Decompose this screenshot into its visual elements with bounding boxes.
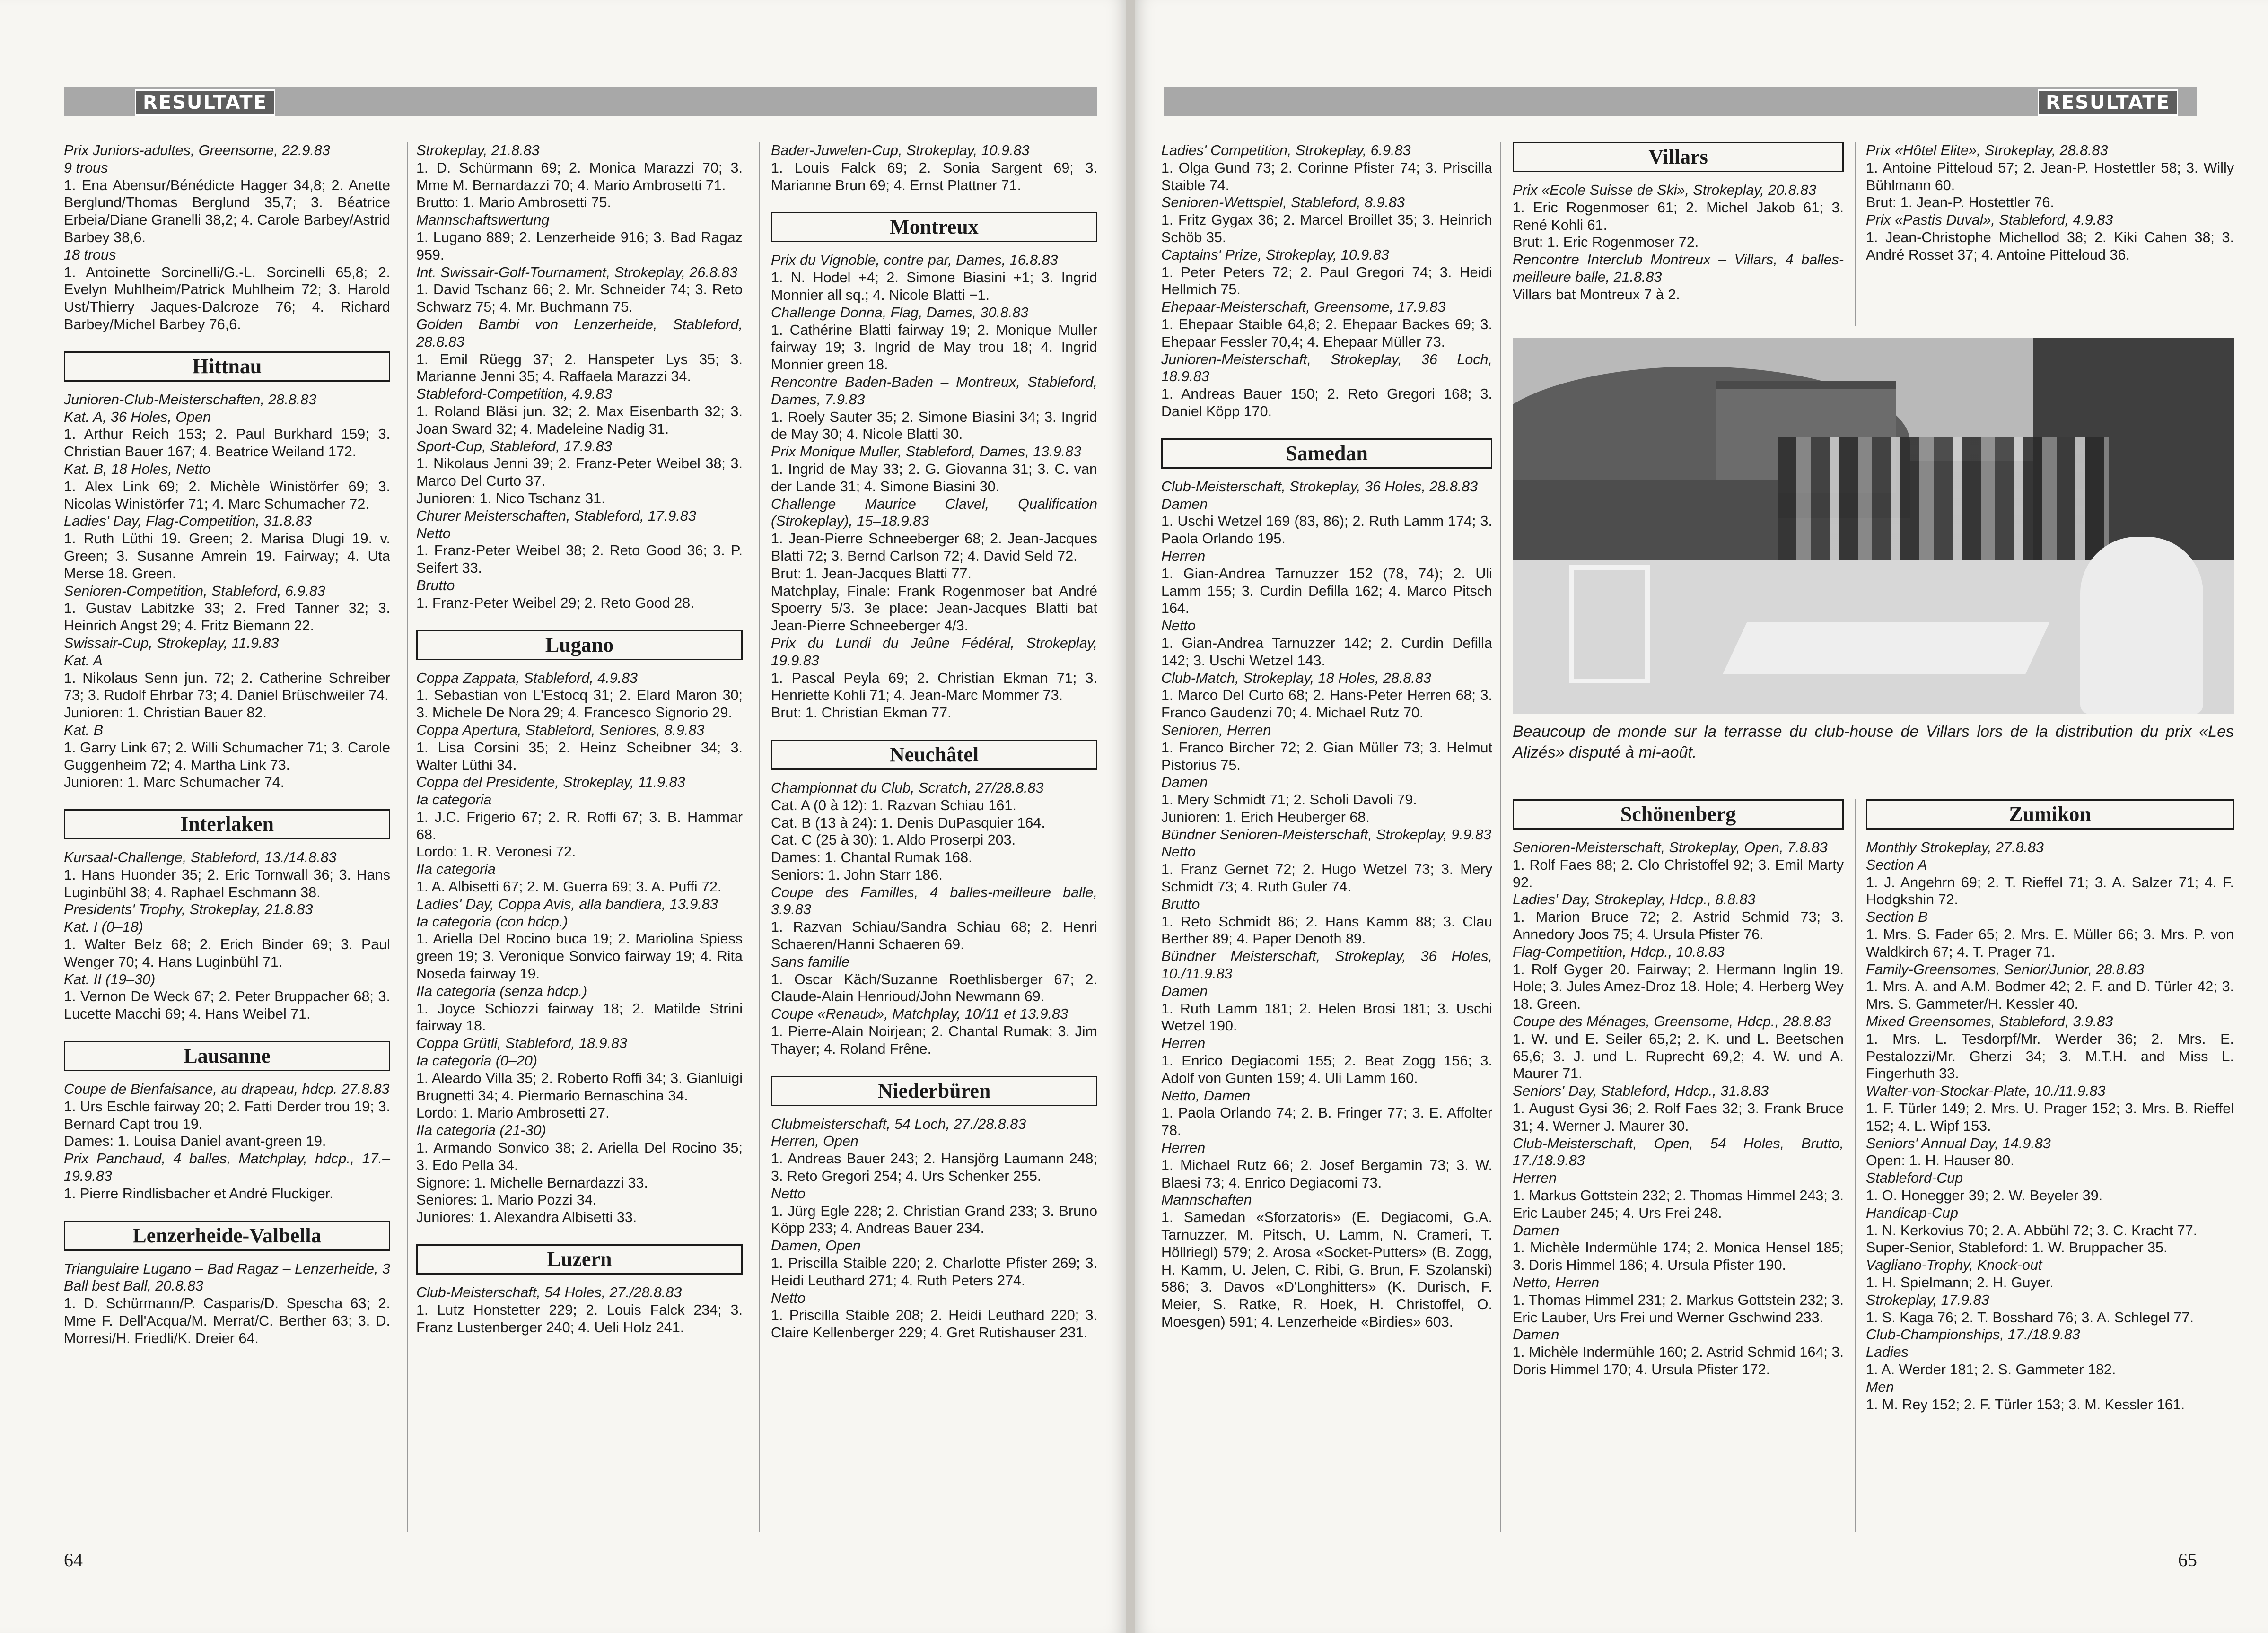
event-title: Senioren-Wettspiel, Stableford, 8.9.83 [1161,194,1405,211]
result-text: 1. D. Schürmann 69; 2. Monica Marazzi 70; 3. Mme M. Bernardazzi 70; 4. Mario Ambrosetti 71. [416,159,743,193]
result-text: 1. A. Albisetti 67; 2. M. Guerra 69; 3. A. Puffi 72. [416,879,722,895]
villars-column [1513,142,1844,304]
villars-column-2 [1866,142,2234,264]
event-title: Handicap-Cup [1866,1205,1958,1221]
event-title: Brutto [416,577,455,594]
result-text: 1. Jürg Egle 228; 2. Christian Grand 233; 3. Bruno Köpp 233; 4. Andreas Bauer 234. [771,1203,1097,1237]
result-text: Brutto: 1. Mario Ambrosetti 75. [416,194,611,211]
result-text: 1. Joyce Schiozzi fairway 18; 2. Matilde Strini fairway 18. [416,1000,743,1034]
result-text: 1. O. Honegger 39; 2. W. Beyeler 39. [1866,1187,2103,1204]
event-title: Netto [1161,618,1196,634]
column-divider [1855,142,1856,326]
event-title: Ia categoria (0–20) [416,1053,538,1069]
result-text: 1. Razvan Schiau/Sandra Schiau 68; 2. Henri Schaeren/Hanni Schaeren 69. [771,919,1097,953]
event-title: Section B [1866,909,1928,926]
result-text: 1. Ruth Lüthi 19. Green; 2. Marisa Dlugi 19. v. Green; 3. Susanne Amrein 19. Fairway; 4. Uta Merse 18. Green. [64,531,390,582]
event-title: Prix «Pastis Duval», Stableford, 4.9.83 [1866,212,2113,228]
event-title: Netto [1161,844,1196,860]
result-text: 1. D. Schürmann/P. Casparis/D. Spescha 63; 2. Mme F. Dell'Acqua/M. Merrat/C. Berther 63; 3. D. Morresi/H. Friedli/K. Dreier 64. [64,1295,390,1346]
result-text: 1. Lugano 889; 2. Lenzerheide 916; 3. Bad Ragaz 959. [416,229,743,263]
event-title: Club-Meisterschaft, 54 Holes, 27./28.8.83 [416,1284,682,1301]
event-title: Men [1866,1379,1894,1395]
result-text: Villars bat Montreux 7 à 2. [1513,286,1680,303]
result-text: 1. Michèle Indermühle 174; 2. Monica Hensel 185; 3. Doris Himmel 186; 4. Ursula Pfister 190. [1513,1240,1844,1274]
result-text: Super-Senior, Stableford: 1. W. Bruppacher 35. [1866,1240,2168,1256]
event-title: Seniors' Annual Day, 14.9.83 [1866,1135,2051,1152]
result-text: 1. Lisa Corsini 35; 2. Heinz Scheibner 34; 3. Walter Lüthi 34. [416,739,743,773]
result-text: Cat. C (25 à 30): 1. Aldo Proserpi 203. [771,832,1016,848]
results-banner-label: RESULTATE [2038,89,2178,116]
event-title: Sans famille [771,953,850,970]
result-text: 1. A. Werder 181; 2. S. Gammeter 182. [1866,1361,2116,1378]
result-text: 1. Urs Eschle fairway 20; 2. Fatti Derder trou 19; 3. Bernard Capt trou 19. [64,1098,390,1132]
event-title: Coppa del Presidente, Strokeplay, 11.9.83 [416,774,685,791]
results-banner [64,87,1097,116]
result-text: 1. Ruth Lamm 181; 2. Helen Brosi 181; 3. Uschi Wetzel 190. [1161,1000,1492,1034]
schoenenberg-column [1513,799,1844,1379]
club-heading: Hittnau [64,351,390,382]
result-text: 1. Michael Rutz 66; 2. Josef Bergamin 73; 3. W. Blaesi 73; 4. Enrico Degiacomi 73. [1161,1157,1492,1191]
right-page [1135,0,2268,1633]
result-text: 1. Rolf Gyger 20. Fairway; 2. Hermann Inglin 19. Hole; 3. Jules Amez-Droz 18. Hole; 4. Herberg Wey 18. Green. [1513,961,1844,1013]
result-text: 1. Rolf Faes 88; 2. Clo Christoffel 92; 3. Emil Marty 92. [1513,856,1844,891]
event-title: Strokeplay, 21.8.83 [416,142,540,158]
event-title: Herren [1161,1140,1206,1156]
column-divider [407,142,408,1532]
event-title: Kat. A [64,652,103,669]
result-text: Junioren: 1. Nico Tschanz 31. [416,490,605,506]
result-text: 1. Eric Rogenmoser 61; 2. Michel Jakob 61; 3. René Kohli 61. [1513,199,1844,233]
result-text: 1. Franz-Peter Weibel 29; 2. Reto Good 28. [416,594,694,611]
page-number-left: 64 [64,1549,83,1571]
event-title: Netto, Herren [1513,1274,1600,1291]
event-title: Ia categoria [416,792,492,808]
result-text: 1. Pierre Rindlisbacher et André Fluckiger. [64,1185,333,1202]
column-divider [1500,142,1501,1532]
result-text: 1. N. Kerkovius 70; 2. A. Abbühl 72; 3. C. Kracht 77. [1866,1222,2198,1239]
result-text: 1. Armando Sonvico 38; 2. Ariella Del Rocino 35; 3. Edo Pella 34. [416,1140,743,1173]
result-text: Cat. A (0 à 12): 1. Razvan Schiau 161. [771,797,1016,813]
result-text: 1. Garry Link 67; 2. Willi Schumacher 71; 3. Carole Guggenheim 72; 4. Martha Link 73. [64,739,390,773]
result-text: 1. Walter Belz 68; 2. Erich Binder 69; 3. Paul Wenger 70; 4. Hans Luginbühl 71. [64,936,390,970]
result-text: 1. Thomas Himmel 231; 2. Markus Gottstein 232; 3. Eric Lauber, Urs Frei und Werner Gschwind 233. [1513,1292,1844,1326]
club-heading: Zumikon [1866,799,2234,830]
event-title: Ia categoria (con hdcp.) [416,913,568,930]
event-title: Senioren-Meisterschaft, Strokeplay, Open, 7.8.83 [1513,839,1828,856]
event-title: Prix Juniors-adultes, Greensome, 22.9.83 [64,142,330,158]
event-title: Challenge Maurice Clavel, Qualification (Strokeplay), 15–18.9.83 [771,496,1097,530]
event-title: Damen [1161,774,1208,791]
club-heading: Lugano [416,630,743,660]
result-text: 1. Andreas Bauer 150; 2. Reto Gregori 168; 3. Daniel Köpp 170. [1161,386,1492,419]
result-text: 1. S. Kaga 76; 2. T. Bosshard 76; 3. A. Schlegel 77. [1866,1309,2194,1326]
result-text: Cat. B (13 à 24): 1. Denis DuPasquier 164. [771,814,1045,831]
event-title: Prix du Vignoble, contre par, Dames, 16.8.83 [771,252,1058,269]
event-title: Kursaal-Challenge, Stableford, 13./14.8.83 [64,849,337,866]
event-title: Mannschaftswertung [416,212,550,228]
event-title: Sport-Cup, Stableford, 17.9.83 [416,438,612,454]
event-title: IIa categoria (senza hdcp.) [416,983,587,999]
event-title: Challenge Donna, Flag, Dames, 30.8.83 [771,304,1029,321]
event-title: Kat. B, 18 Holes, Netto [64,461,211,477]
result-text: Junioren: 1. Marc Schumacher 74. [64,774,285,791]
result-text: Brut: 1. Jean-Jacques Blatti 77. [771,565,972,582]
column-divider [759,142,760,1532]
result-text: 1. Enrico Degiacomi 155; 2. Beat Zogg 156; 3. Adolf von Gunten 159; 4. Uli Lamm 160. [1161,1053,1492,1086]
event-title: Herren [1513,1170,1557,1187]
event-title: Senioren, Herren [1161,722,1271,738]
event-title: Stableford-Cup [1866,1170,1963,1187]
event-title: Captains' Prize, Strokeplay, 10.9.83 [1161,246,1389,263]
event-title: Netto, Damen [1161,1087,1251,1104]
result-text: 1. Fritz Gygax 36; 2. Marcel Broillet 35; 3. Heinrich Schöb 35. [1161,212,1492,245]
result-text: 1. Uschi Wetzel 169 (83, 86); 2. Ruth Lamm 174; 3. Paola Orlando 195. [1161,513,1492,547]
event-title: Bündner Senioren-Meisterschaft, Strokeplay, 9.9.83 [1161,826,1491,843]
result-text: 1. Antoine Pitteloud 57; 2. Jean-P. Hostettler 58; 3. Willy Bühlmann 60. [1866,159,2234,193]
result-text: 1. Nikolaus Jenni 39; 2. Franz-Peter Weibel 38; 3. Marco Del Curto 37. [416,455,743,489]
result-text: 1. Olga Gund 73; 2. Corinne Pfister 74; 3. Priscilla Staible 74. [1161,159,1492,193]
event-title: Prix «Ecole Suisse de Ski», Strokeplay, 20.8.83 [1513,182,1816,198]
result-text: 1. J.C. Frigerio 67; 2. R. Roffi 67; 3. B. Hammar 68. [416,809,743,843]
event-title: Coupe des Familles, 4 balles-meilleure balle, 3.9.83 [771,884,1097,918]
result-text: 1. Mrs. A. and A.M. Bodmer 42; 2. F. and D. Türler 42; 3. Mrs. S. Gammeter/H. Kessler 40. [1866,978,2234,1013]
result-text: Junioren: 1. Erich Heuberger 68. [1161,809,1370,825]
result-text: 1. Pascal Peyla 69; 2. Christian Ekman 71; 3. Henriette Kohli 71; 4. Jean-Marc Mommer 73. [771,670,1097,704]
result-text: 1. F. Türler 149; 2. Mrs. U. Prager 152; 3. Mrs. B. Rieffel 152; 4. L. Wipf 153. [1866,1100,2234,1134]
result-text: 1. Paola Orlando 74; 2. B. Fringer 77; 3. E. Affolter 78. [1161,1105,1492,1139]
result-text: 1. Andreas Bauer 243; 2. Hansjörg Laumann 248; 3. Reto Gregori 254; 4. Urs Schenker 255. [771,1151,1097,1185]
event-title: Damen [1513,1222,1559,1239]
result-text: 1. Aleardo Villa 35; 2. Roberto Roffi 34; 3. Gianluigi Brugnetti 34; 4. Piermario Bernaschina 34. [416,1070,743,1104]
result-text: 1. W. und E. Seiler 65,2; 2. K. und L. Beetschen 65,6; 3. J. und L. Ruprecht 69,2; 4. W. und A. Maurer 71. [1513,1030,1844,1082]
result-text: 1. Priscilla Staible 208; 2. Heidi Leuthard 220; 3. Claire Kellenberger 229; 4. Gret Rutishauser 231. [771,1307,1097,1341]
result-text: 1. Pierre-Alain Noirjean; 2. Chantal Rumak; 3. Jim Thayer; 4. Roland Frêne. [771,1023,1097,1057]
result-text: 1. Roland Bläsi jun. 32; 2. Max Eisenbarth 32; 3. Joan Sward 32; 4. Madeleine Nadig 31. [416,403,743,437]
result-text: Dames: 1. Chantal Rumak 168. [771,849,972,866]
result-text: 1. Mrs. S. Fader 65; 2. Mrs. E. Müller 66; 3. Mrs. P. von Waldkirch 67; 4. T. Prager 71. [1866,926,2234,960]
result-text: 1. Ingrid de May 33; 2. G. Giovanna 31; 3. C. van der Lande 31; 4. Simone Biasini 30. [771,461,1097,495]
event-title: Triangulaire Lugano – Bad Ragaz – Lenzerheide, 3 Ball best Ball, 20.8.83 [64,1260,390,1294]
event-title: Coupe de Bienfaisance, au drapeau, hdcp. 27.8.83 [64,1081,390,1098]
right-column-1 [1161,142,1492,1331]
club-heading: Samedan [1161,438,1492,469]
event-title: Clubmeisterschaft, 54 Loch, 27./28.8.83 [771,1116,1026,1132]
event-title: Kat. B [64,722,104,738]
event-title: Junioren-Meisterschaft, Strokeplay, 36 Loch, 18.9.83 [1161,351,1492,385]
event-title: Damen, Open [771,1238,861,1254]
terrace-crowd-photo [1513,338,2234,714]
result-text: 1. Roely Sauter 35; 2. Simone Biasini 34; 3. Ingrid de May 30; 4. Nicole Blatti 30. [771,409,1097,443]
event-title: Club-Match, Strokeplay, 18 Holes, 28.8.83 [1161,670,1431,686]
event-title: Prix «Hôtel Elite», Strokeplay, 28.8.83 [1866,142,2108,158]
event-title: Senioren-Competition, Stableford, 6.9.83 [64,583,325,599]
event-title: Strokeplay, 17.9.83 [1866,1292,1989,1308]
left-page [0,0,1126,1633]
event-title: Section A [1866,856,1927,873]
event-title: Netto [771,1290,806,1306]
event-title: 18 trous [64,246,116,263]
result-text: 1. Marco Del Curto 68; 2. Hans-Peter Herren 68; 3. Franco Gaudenzi 70; 4. Michael Rutz 70. [1161,687,1492,721]
event-title: Prix Panchaud, 4 balles, Matchplay, hdcp., 17.–19.9.83 [64,1151,390,1185]
result-text: 1. Hans Huonder 35; 2. Eric Tornwall 36; 3. Hans Luginbühl 38; 4. Raphael Eschmann 38. [64,866,390,900]
left-column-2 [416,142,743,1336]
result-text: 1. H. Spielmann; 2. H. Guyer. [1866,1274,2054,1291]
event-title: Herren [1161,1035,1206,1052]
zumikon-column [1866,799,2234,1413]
event-title: Rencontre Baden-Baden – Montreux, Stableford, Dames, 7.9.83 [771,374,1097,408]
result-text: 1. Gustav Labitzke 33; 2. Fred Tanner 32; 3. Heinrich Angst 29; 4. Fritz Biemann 22. [64,600,390,634]
result-text: 1. Marion Bruce 72; 2. Astrid Schmid 73; 3. Annedory Joos 75; 4. Ursula Pfister 76. [1513,909,1844,943]
event-title: Netto [416,525,451,541]
event-title: Seniors' Day, Stableford, Hdcp., 31.8.83 [1513,1083,1769,1100]
club-heading: Neuchâtel [771,740,1097,770]
result-text: 1. Antoinette Sorcinelli/G.-L. Sorcinelli 65,8; 2. Evelyn Muhlheim/Patrick Muhlheim 72; 3. Harold Ust/Thierry Jaques-Dalcroze 76; 4. Richard Barbey/Michel Barbey 76,6. [64,264,390,332]
result-text: Lordo: 1. Mario Ambrosetti 27. [416,1105,610,1121]
result-text: Brut: 1. Jean-P. Hostettler 76. [1866,194,2054,211]
club-heading: Schönenberg [1513,799,1844,830]
result-text: Signore: 1. Michelle Bernardazzi 33. [416,1174,648,1191]
event-title: Flag-Competition, Hdcp., 10.8.83 [1513,943,1725,960]
result-text: 1. Arthur Reich 153; 2. Paul Burkhard 159; 3. Christian Bauer 167; 4. Beatrice Weiland 172. [64,426,390,460]
event-title: IIa categoria (21-30) [416,1122,546,1139]
page-number-right: 65 [2178,1549,2197,1571]
event-title: Presidents' Trophy, Strokeplay, 21.8.83 [64,901,313,918]
event-title: Coupe «Renaud», Matchplay, 10/11 et 13.9.83 [771,1006,1068,1022]
result-text: 1. Jean-Pierre Schneeberger 68; 2. Jean-Jacques Blatti 72; 3. Bernd Carlson 72; 4. David Seld 72. [771,531,1097,564]
result-text: Seniores: 1. Mario Pozzi 34. [416,1192,597,1208]
result-text: 1. Oscar Käch/Suzanne Roethlisberger 67; 2. Claude-Alain Henrioud/John Newmann 69. [771,971,1097,1005]
event-title: Kat. II (19–30) [64,971,156,987]
event-title: Vagliano-Trophy, Knock-out [1866,1257,2042,1274]
event-title: Damen [1513,1327,1559,1343]
event-title: IIa categoria [416,861,496,878]
event-title: Damen [1161,983,1208,999]
page-gutter [1126,0,1135,1633]
club-heading: Luzern [416,1244,743,1275]
photo-caption: Beaucoup de monde sur la terrasse du club-house de Villars lors de la distribution du prix «Les Alizés» disputé à mi-août. [1513,723,2234,761]
event-title: Ladies' Day, Coppa Avis, alla bandiera, 13.9.83 [416,896,718,912]
club-heading: Villars [1513,142,1844,172]
event-title: Swissair-Cup, Strokeplay, 11.9.83 [64,635,279,651]
result-text: 1. August Gysi 36; 2. Rolf Faes 32; 3. Frank Bruce 31; 4. Werner J. Maurer 30. [1513,1100,1844,1134]
event-title: Damen [1161,496,1208,512]
result-text: 1. Cathérine Blatti fairway 19; 2. Monique Muller fairway 19; 3. Ingrid de May trou 18; 4. Ingrid Monnier green 18. [771,322,1097,373]
club-heading: Lenzerheide-Valbella [64,1221,390,1251]
result-text: 1. Ariella Del Rocino buca 19; 2. Mariolina Spiess green 19; 3. Veronique Sonvico fairway 19; 4. Rita Noseda fairway 19. [416,931,743,982]
event-title: Coppa Grütli, Stableford, 18.9.83 [416,1035,627,1052]
club-heading: Lausanne [64,1041,390,1071]
event-title: Coppa Zappata, Stableford, 4.9.83 [416,670,638,686]
event-title: Championnat du Club, Scratch, 27/28.8.83 [771,779,1044,796]
result-text: 1. Michèle Indermühle 160; 2. Astrid Schmid 164; 3. Doris Himmel 170; 4. Ursula Pfister 172. [1513,1344,1844,1378]
result-text: Brut: 1. Eric Rogenmoser 72. [1513,234,1699,251]
result-text: Juniores: 1. Alexandra Albisetti 33. [416,1209,637,1226]
event-title: Bader-Juwelen-Cup, Strokeplay, 10.9.83 [771,142,1030,158]
event-title: Kat. A, 36 Holes, Open [64,409,211,425]
result-text: 1. Markus Gottstein 232; 2. Thomas Himmel 243; 3. Eric Lauber 245; 4. Urs Frei 248. [1513,1187,1844,1221]
result-text: Dames: 1. Louisa Daniel avant-green 19. [64,1133,326,1150]
event-title: Ladies' Day, Flag-Competition, 31.8.83 [64,513,312,530]
event-title: Prix Monique Muller, Stableford, Dames, 13.9.83 [771,444,1082,460]
event-title: 9 trous [64,159,108,176]
event-title: Herren [1161,548,1206,564]
event-title: Golden Bambi von Lenzerheide, Stableford, 28.8.83 [416,316,743,350]
result-text: 1. N. Hodel +4; 2. Simone Biasini +1; 3. Ingrid Monnier all sq.; 4. Nicole Blatti −1. [771,270,1097,303]
event-title: Mannschaften [1161,1192,1252,1208]
result-text: 1. Nikolaus Senn jun. 72; 2. Catherine Schreiber 73; 3. Rudolf Ehrbar 73; 4. Daniel Brüschweiler 74. [64,670,390,704]
result-text: 1. Lutz Honstetter 229; 2. Louis Falck 234; 3. Franz Lustenberger 240; 4. Ueli Holz 241. [416,1301,743,1336]
event-title: Family-Greensomes, Senior/Junior, 28.8.83 [1866,961,2145,978]
result-text: 1. M. Rey 152; 2. F. Türler 153; 3. M. Kessler 161. [1866,1396,2185,1413]
result-text: Brut: 1. Christian Ekman 77. [771,705,952,721]
event-title: Club-Championships, 17./18.9.83 [1866,1327,2080,1343]
left-column-3 [771,142,1097,1342]
result-text: 1. Gian-Andrea Tarnuzzer 152 (78, 74); 2. Uli Lamm 155; 3. Curdin Defilla 162; 4. Marco Pitsch 164. [1161,565,1492,617]
results-banner [1164,87,2197,116]
result-text: 1. Emil Rüegg 37; 2. Hanspeter Lys 35; 3. Marianne Jenni 35; 4. Raffaela Marazzi 34. [416,351,743,385]
event-title: Netto [771,1185,806,1202]
result-text: 1. Franz Gernet 72; 2. Hugo Wetzel 73; 3. Mery Schmidt 73; 4. Ruth Guler 74. [1161,861,1492,895]
event-title: Mixed Greensomes, Stableford, 3.9.83 [1866,1013,2113,1030]
result-text: 1. David Tschanz 66; 2. Mr. Schneider 74; 3. Reto Schwarz 75; 4. Mr. Buchmann 75. [416,281,743,315]
result-text: Open: 1. H. Hauser 80. [1866,1153,2014,1169]
event-title: Ladies' Competition, Strokeplay, 6.9.83 [1161,142,1411,158]
event-title: Prix du Lundi du Jeûne Fédéral, Strokeplay, 19.9.83 [771,635,1097,669]
result-text: 1. Reto Schmidt 86; 2. Hans Kamm 88; 3. Clau Berther 89; 4. Paper Denoth 89. [1161,913,1492,947]
result-text: 1. Franco Bircher 72; 2. Gian Müller 73; 3. Helmut Pistorius 75. [1161,739,1492,773]
club-heading: Niederbüren [771,1076,1097,1106]
event-title: Churer Meisterschaften, Stableford, 17.9.83 [416,507,696,524]
event-title: Rencontre Interclub Montreux – Villars, 4 balles-meilleure balle, 21.8.83 [1513,252,1844,285]
event-title: Ladies' Day, Strokeplay, Hdcp., 8.8.83 [1513,891,1756,908]
event-title: Monthly Strokeplay, 27.8.83 [1866,839,2044,856]
result-text: Junioren: 1. Christian Bauer 82. [64,705,267,721]
result-text: 1. Sebastian von L'Estocq 31; 2. Elard Maron 30; 3. Michele De Nora 29; 4. Francesco Signorio 29. [416,687,743,721]
column-divider [1855,799,1856,1532]
result-text: 1. Priscilla Staible 220; 2. Charlotte Pfister 269; 3. Heidi Leuthard 271; 4. Ruth Peters 274. [771,1255,1097,1289]
result-text: 1. Peter Peters 72; 2. Paul Gregori 74; 3. Heidi Hellmich 75. [1161,264,1492,298]
result-text: 1. Samedan «Sforzatoris» (E. Degiacomi, G.A. Tarnuzzer, M. Pitsch, U. Lamm, N. Crameri, T. Höllriegl) 579; 2. Arosa «Socket-Putters» (B. Zogg, H. Kamm, U. Jelen, C. Ribi, G. Brun, F. Szolanski) 586; 3. Davos «D'Longhitters» (K. Durisch, F. Meier, S. Ratke, R. Hoek, H. Christoffel, O. Moesgen) 591; 4. Lenzerheide «Birdies» 603. [1161,1209,1492,1330]
result-text: 1. Jean-Christophe Michellod 38; 2. Kiki Cahen 38; 3. André Rosset 37; 4. Antoine Pitteloud 36. [1866,229,2234,263]
event-title: Club-Meisterschaft, Open, 54 Holes, Brutto, 17./18.9.83 [1513,1135,1844,1169]
result-text: 1. Gian-Andrea Tarnuzzer 142; 2. Curdin Defilla 142; 3. Uschi Wetzel 143. [1161,635,1492,669]
result-text: Lordo: 1. R. Veronesi 72. [416,844,576,860]
event-title: Walter-von-Stockar-Plate, 10./11.9.83 [1866,1083,2106,1100]
event-title: Brutto [1161,896,1200,912]
event-title: Stableford-Competition, 4.9.83 [416,386,612,402]
event-title: Kat. I (0–18) [64,919,143,935]
event-title: Herren, Open [771,1133,858,1150]
result-text: 1. Ena Abensur/Bénédicte Hagger 34,8; 2. Anette Berglund/Thomas Berglund 35,7; 3. Béatrice Erbeia/Diane Granelli 38,2; 4. Carole Barbey/Astrid Barbey 38,6. [64,177,390,245]
left-column-1 [64,142,390,1347]
result-text: 1. Franz-Peter Weibel 38; 2. Reto Good 36; 3. P. Seifert 33. [416,542,743,576]
club-heading: Interlaken [64,809,390,839]
result-text: Seniors: 1. John Starr 186. [771,866,943,883]
result-text: 1. Ehepaar Staible 64,8; 2. Ehepaar Backes 69; 3. Ehepaar Fessler 70,4; 4. Ehepaar Müller 73. [1161,316,1492,350]
results-banner-label: RESULTATE [135,89,275,116]
event-title: Ladies [1866,1344,1909,1361]
result-text: 1. Vernon De Weck 67; 2. Peter Bruppacher 68; 3. Lucette Macchi 69; 4. Hans Weibel 71. [64,988,390,1022]
event-title: Junioren-Club-Meisterschaften, 28.8.83 [64,391,317,408]
result-text: Matchplay, Finale: Frank Rogenmoser bat André Spoerry 5/3. 3e place: Jean-Jacques Blatti bat Jean-Pierre Schneeberger 4/3. [771,583,1097,634]
result-text: 1. Mrs. L. Tesdorpf/Mr. Werder 36; 2. Mrs. E. Pestalozzi/Mr. Gherzi 34; 3. M.T.H. and Miss L. Fingerhuth 33. [1866,1030,2234,1082]
event-title: Coupe des Ménages, Greensome, Hdcp., 28.8.83 [1513,1013,1831,1030]
result-text: 1. Louis Falck 69; 2. Sonia Sargent 69; 3. Marianne Brun 69; 4. Ernst Plattner 71. [771,159,1097,193]
event-title: Ehepaar-Meisterschaft, Greensome, 17.9.83 [1161,299,1446,315]
club-heading: Montreux [771,212,1097,242]
event-title: Int. Swissair-Golf-Tournament, Strokeplay, 26.8.83 [416,264,738,280]
event-title: Bündner Meisterschaft, Strokeplay, 36 Holes, 10./11.9.83 [1161,948,1492,982]
result-text: 1. Alex Link 69; 2. Michèle Winistörfer 69; 3. Nicolas Winistörfer 71; 4. Marc Schumacher 72. [64,478,390,512]
result-text: 1. J. Angehrn 69; 2. T. Rieffel 71; 3. A. Salzer 71; 4. F. Hodgkshin 72. [1866,874,2234,908]
event-title: Club-Meisterschaft, Strokeplay, 36 Holes, 28.8.83 [1161,478,1478,495]
event-title: Coppa Apertura, Stableford, Seniores, 8.9.83 [416,722,705,738]
result-text: 1. Mery Schmidt 71; 2. Scholi Davoli 79. [1161,792,1417,808]
